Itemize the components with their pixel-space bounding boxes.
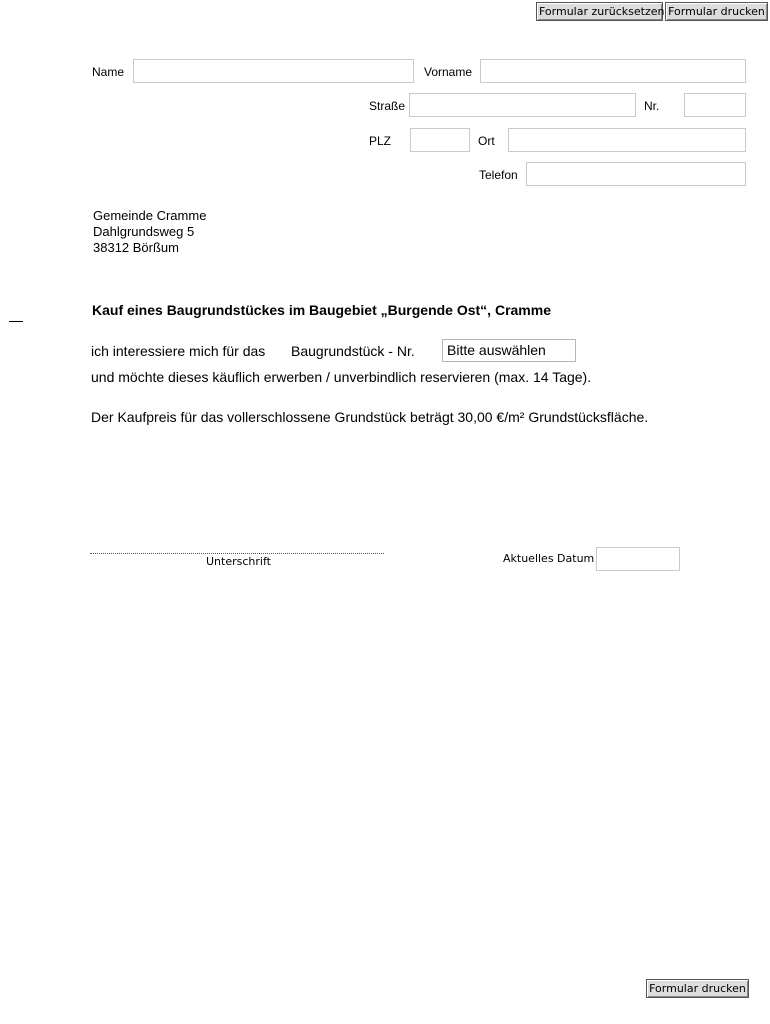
date-label: Aktuelles Datum [503,552,595,565]
signature-label: Unterschrift [206,555,271,568]
signature-line [90,553,384,554]
print-form-button-top[interactable]: Formular drucken [665,2,768,21]
sentence-part-2: Baugrundstück - Nr. [291,343,415,359]
name-label: Name [92,65,125,79]
price-text: Der Kaufpreis für das vollerschlossene Grundstück beträgt 30,00 €/m² Grundstücksfläche. [91,409,649,425]
print-form-button-bottom[interactable]: Formular drucken [646,979,749,998]
plz-field[interactable] [410,128,470,152]
nr-label: Nr. [644,99,660,113]
ort-label: Ort [478,134,495,148]
ort-field[interactable] [508,128,746,152]
recipient-line-3: 38312 Börßum [93,240,179,255]
sentence-line-2: und möchte dieses käuflich erwerben / unverbindlich reservieren (max. 14 Tage). [91,369,592,385]
fold-mark [9,321,23,322]
strasse-label: Straße [369,99,406,113]
date-field[interactable] [596,547,680,571]
strasse-field[interactable] [409,93,636,117]
name-field[interactable] [133,59,414,83]
plot-number-select[interactable]: Bitte auswählen [442,339,576,362]
telefon-field[interactable] [526,162,746,186]
reset-form-button[interactable]: Formular zurücksetzen [536,2,663,21]
letter-subject-heading: Kauf eines Baugrundstückes im Baugebiet „Burgende Ost“, Cramme [92,302,551,318]
house-number-field[interactable] [684,93,746,117]
sentence-part-1: ich interessiere mich für das [91,343,266,359]
recipient-line-2: Dahlgrundsweg 5 [93,224,195,239]
recipient-line-1: Gemeinde Cramme [93,208,207,223]
vorname-label: Vorname [424,65,473,79]
telefon-label: Telefon [479,168,518,182]
vorname-field[interactable] [480,59,746,83]
plz-label: PLZ [369,134,392,148]
